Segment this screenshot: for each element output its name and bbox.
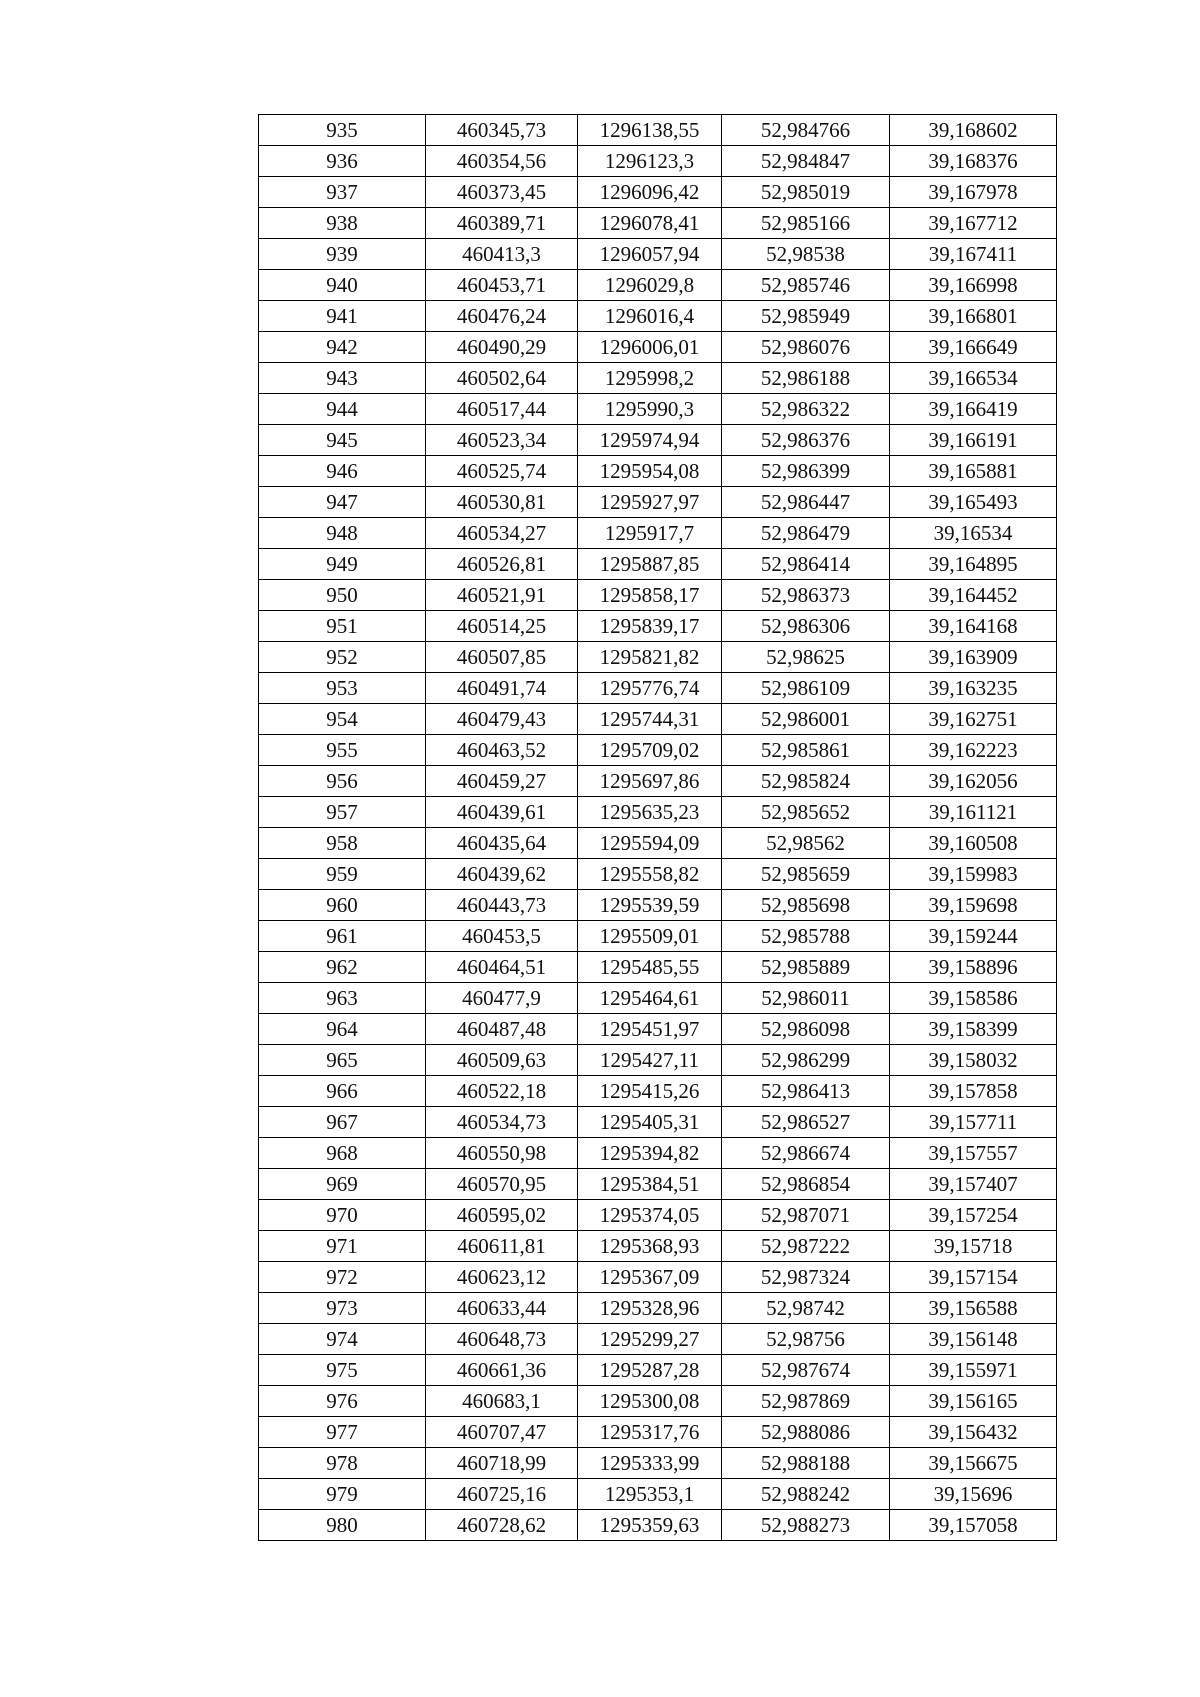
table-row	[259, 549, 1057, 580]
x-coordinate-cell: 460530,81	[426, 487, 578, 518]
x-coordinate-cell: 460389,71	[426, 208, 578, 239]
longitude-cell: 39,158586	[890, 983, 1057, 1014]
latitude-cell: 52,986011	[722, 983, 890, 1014]
x-coordinate-cell: 460464,51	[426, 952, 578, 983]
point-number-cell: 968	[259, 1138, 426, 1169]
x-coordinate-cell: 460623,12	[426, 1262, 578, 1293]
latitude-cell: 52,988273	[722, 1510, 890, 1541]
x-coordinate-cell: 460522,18	[426, 1076, 578, 1107]
y-coordinate-cell: 1295839,17	[578, 611, 722, 642]
y-coordinate-cell: 1296123,3	[578, 146, 722, 177]
point-number-cell: 971	[259, 1231, 426, 1262]
longitude-cell: 39,156432	[890, 1417, 1057, 1448]
latitude-cell: 52,984847	[722, 146, 890, 177]
point-number-cell: 967	[259, 1107, 426, 1138]
table-row	[259, 797, 1057, 828]
point-number-cell: 949	[259, 549, 426, 580]
x-coordinate-cell: 460534,73	[426, 1107, 578, 1138]
y-coordinate-cell: 1295384,51	[578, 1169, 722, 1200]
longitude-cell: 39,157858	[890, 1076, 1057, 1107]
latitude-cell: 52,986188	[722, 363, 890, 394]
point-number-cell: 978	[259, 1448, 426, 1479]
y-coordinate-cell: 1295317,76	[578, 1417, 722, 1448]
y-coordinate-cell: 1295776,74	[578, 673, 722, 704]
x-coordinate-cell: 460570,95	[426, 1169, 578, 1200]
table-row	[259, 1355, 1057, 1386]
point-number-cell: 973	[259, 1293, 426, 1324]
table-row	[259, 518, 1057, 549]
x-coordinate-cell: 460413,3	[426, 239, 578, 270]
point-number-cell: 976	[259, 1386, 426, 1417]
latitude-cell: 52,986076	[722, 332, 890, 363]
latitude-cell: 52,986109	[722, 673, 890, 704]
y-coordinate-cell: 1295509,01	[578, 921, 722, 952]
point-number-cell: 975	[259, 1355, 426, 1386]
y-coordinate-cell: 1295299,27	[578, 1324, 722, 1355]
latitude-cell: 52,986322	[722, 394, 890, 425]
table-row	[259, 332, 1057, 363]
y-coordinate-cell: 1295300,08	[578, 1386, 722, 1417]
latitude-cell: 52,985166	[722, 208, 890, 239]
table-row	[259, 425, 1057, 456]
x-coordinate-cell: 460517,44	[426, 394, 578, 425]
point-number-cell: 962	[259, 952, 426, 983]
longitude-cell: 39,160508	[890, 828, 1057, 859]
table-row	[259, 208, 1057, 239]
table-row	[259, 580, 1057, 611]
point-number-cell: 945	[259, 425, 426, 456]
latitude-cell: 52,987324	[722, 1262, 890, 1293]
x-coordinate-cell: 460502,64	[426, 363, 578, 394]
x-coordinate-cell: 460514,25	[426, 611, 578, 642]
y-coordinate-cell: 1295927,97	[578, 487, 722, 518]
longitude-cell: 39,166801	[890, 301, 1057, 332]
table-row	[259, 859, 1057, 890]
latitude-cell: 52,986527	[722, 1107, 890, 1138]
y-coordinate-cell: 1295333,99	[578, 1448, 722, 1479]
x-coordinate-cell: 460661,36	[426, 1355, 578, 1386]
longitude-cell: 39,158896	[890, 952, 1057, 983]
point-number-cell: 937	[259, 177, 426, 208]
longitude-cell: 39,165881	[890, 456, 1057, 487]
longitude-cell: 39,159698	[890, 890, 1057, 921]
y-coordinate-cell: 1295744,31	[578, 704, 722, 735]
latitude-cell: 52,986399	[722, 456, 890, 487]
latitude-cell: 52,98742	[722, 1293, 890, 1324]
x-coordinate-cell: 460443,73	[426, 890, 578, 921]
x-coordinate-cell: 460479,43	[426, 704, 578, 735]
x-coordinate-cell: 460453,71	[426, 270, 578, 301]
point-number-cell: 954	[259, 704, 426, 735]
latitude-cell: 52,985788	[722, 921, 890, 952]
longitude-cell: 39,166998	[890, 270, 1057, 301]
table-row	[259, 1448, 1057, 1479]
table-row	[259, 1479, 1057, 1510]
point-number-cell: 940	[259, 270, 426, 301]
latitude-cell: 52,988086	[722, 1417, 890, 1448]
point-number-cell: 979	[259, 1479, 426, 1510]
table-row	[259, 239, 1057, 270]
longitude-cell: 39,15718	[890, 1231, 1057, 1262]
point-number-cell: 960	[259, 890, 426, 921]
point-number-cell: 974	[259, 1324, 426, 1355]
table-row	[259, 890, 1057, 921]
longitude-cell: 39,166419	[890, 394, 1057, 425]
table-row	[259, 270, 1057, 301]
point-number-cell: 941	[259, 301, 426, 332]
longitude-cell: 39,162223	[890, 735, 1057, 766]
latitude-cell: 52,98562	[722, 828, 890, 859]
table-row	[259, 642, 1057, 673]
y-coordinate-cell: 1295635,23	[578, 797, 722, 828]
longitude-cell: 39,167978	[890, 177, 1057, 208]
table-row	[259, 1324, 1057, 1355]
point-number-cell: 977	[259, 1417, 426, 1448]
latitude-cell: 52,98538	[722, 239, 890, 270]
point-number-cell: 963	[259, 983, 426, 1014]
y-coordinate-cell: 1295539,59	[578, 890, 722, 921]
y-coordinate-cell: 1295954,08	[578, 456, 722, 487]
latitude-cell: 52,985746	[722, 270, 890, 301]
table-row	[259, 1231, 1057, 1262]
point-number-cell: 947	[259, 487, 426, 518]
latitude-cell: 52,986306	[722, 611, 890, 642]
table-row	[259, 1076, 1057, 1107]
x-coordinate-cell: 460476,24	[426, 301, 578, 332]
latitude-cell: 52,984766	[722, 115, 890, 146]
point-number-cell: 944	[259, 394, 426, 425]
table-row	[259, 394, 1057, 425]
y-coordinate-cell: 1296096,42	[578, 177, 722, 208]
longitude-cell: 39,168376	[890, 146, 1057, 177]
longitude-cell: 39,162751	[890, 704, 1057, 735]
x-coordinate-cell: 460526,81	[426, 549, 578, 580]
x-coordinate-cell: 460435,64	[426, 828, 578, 859]
longitude-cell: 39,159244	[890, 921, 1057, 952]
x-coordinate-cell: 460523,34	[426, 425, 578, 456]
x-coordinate-cell: 460525,74	[426, 456, 578, 487]
table-row	[259, 115, 1057, 146]
table-row	[259, 1386, 1057, 1417]
x-coordinate-cell: 460373,45	[426, 177, 578, 208]
latitude-cell: 52,986854	[722, 1169, 890, 1200]
latitude-cell: 52,985652	[722, 797, 890, 828]
y-coordinate-cell: 1295367,09	[578, 1262, 722, 1293]
table-row	[259, 1107, 1057, 1138]
table-row	[259, 1293, 1057, 1324]
point-number-cell: 970	[259, 1200, 426, 1231]
point-number-cell: 965	[259, 1045, 426, 1076]
x-coordinate-cell: 460490,29	[426, 332, 578, 363]
point-number-cell: 959	[259, 859, 426, 890]
longitude-cell: 39,165493	[890, 487, 1057, 518]
longitude-cell: 39,166191	[890, 425, 1057, 456]
latitude-cell: 52,986376	[722, 425, 890, 456]
point-number-cell: 957	[259, 797, 426, 828]
point-number-cell: 938	[259, 208, 426, 239]
longitude-cell: 39,16534	[890, 518, 1057, 549]
longitude-cell: 39,156148	[890, 1324, 1057, 1355]
longitude-cell: 39,163909	[890, 642, 1057, 673]
x-coordinate-cell: 460345,73	[426, 115, 578, 146]
latitude-cell: 52,985889	[722, 952, 890, 983]
longitude-cell: 39,157557	[890, 1138, 1057, 1169]
table-row	[259, 1169, 1057, 1200]
y-coordinate-cell: 1295427,11	[578, 1045, 722, 1076]
y-coordinate-cell: 1296138,55	[578, 115, 722, 146]
latitude-cell: 52,986413	[722, 1076, 890, 1107]
table-row	[259, 1200, 1057, 1231]
x-coordinate-cell: 460453,5	[426, 921, 578, 952]
table-row	[259, 363, 1057, 394]
longitude-cell: 39,166649	[890, 332, 1057, 363]
y-coordinate-cell: 1295917,7	[578, 518, 722, 549]
y-coordinate-cell: 1295974,94	[578, 425, 722, 456]
point-number-cell: 966	[259, 1076, 426, 1107]
point-number-cell: 956	[259, 766, 426, 797]
x-coordinate-cell: 460477,9	[426, 983, 578, 1014]
y-coordinate-cell: 1295464,61	[578, 983, 722, 1014]
x-coordinate-cell: 460550,98	[426, 1138, 578, 1169]
point-number-cell: 964	[259, 1014, 426, 1045]
y-coordinate-cell: 1295368,93	[578, 1231, 722, 1262]
x-coordinate-cell: 460507,85	[426, 642, 578, 673]
latitude-cell: 52,98756	[722, 1324, 890, 1355]
table-row	[259, 735, 1057, 766]
latitude-cell: 52,987869	[722, 1386, 890, 1417]
y-coordinate-cell: 1295451,97	[578, 1014, 722, 1045]
coordinates-table	[258, 114, 1057, 1541]
y-coordinate-cell: 1295594,09	[578, 828, 722, 859]
latitude-cell: 52,986447	[722, 487, 890, 518]
x-coordinate-cell: 460463,52	[426, 735, 578, 766]
latitude-cell: 52,986674	[722, 1138, 890, 1169]
table-row	[259, 766, 1057, 797]
longitude-cell: 39,163235	[890, 673, 1057, 704]
point-number-cell: 946	[259, 456, 426, 487]
point-number-cell: 951	[259, 611, 426, 642]
point-number-cell: 952	[259, 642, 426, 673]
y-coordinate-cell: 1295359,63	[578, 1510, 722, 1541]
longitude-cell: 39,158399	[890, 1014, 1057, 1045]
x-coordinate-cell: 460718,99	[426, 1448, 578, 1479]
table-row	[259, 487, 1057, 518]
y-coordinate-cell: 1295697,86	[578, 766, 722, 797]
y-coordinate-cell: 1295405,31	[578, 1107, 722, 1138]
x-coordinate-cell: 460521,91	[426, 580, 578, 611]
y-coordinate-cell: 1295998,2	[578, 363, 722, 394]
point-number-cell: 935	[259, 115, 426, 146]
y-coordinate-cell: 1296029,8	[578, 270, 722, 301]
longitude-cell: 39,168602	[890, 115, 1057, 146]
table-row	[259, 704, 1057, 735]
longitude-cell: 39,157154	[890, 1262, 1057, 1293]
table-row	[259, 828, 1057, 859]
longitude-cell: 39,159983	[890, 859, 1057, 890]
x-coordinate-cell: 460595,02	[426, 1200, 578, 1231]
y-coordinate-cell: 1296078,41	[578, 208, 722, 239]
point-number-cell: 939	[259, 239, 426, 270]
y-coordinate-cell: 1296006,01	[578, 332, 722, 363]
longitude-cell: 39,156675	[890, 1448, 1057, 1479]
point-number-cell: 955	[259, 735, 426, 766]
latitude-cell: 52,988242	[722, 1479, 890, 1510]
point-number-cell: 943	[259, 363, 426, 394]
latitude-cell: 52,986001	[722, 704, 890, 735]
longitude-cell: 39,161121	[890, 797, 1057, 828]
table-row	[259, 1510, 1057, 1541]
y-coordinate-cell: 1295821,82	[578, 642, 722, 673]
latitude-cell: 52,985698	[722, 890, 890, 921]
x-coordinate-cell: 460487,48	[426, 1014, 578, 1045]
point-number-cell: 980	[259, 1510, 426, 1541]
x-coordinate-cell: 460491,74	[426, 673, 578, 704]
table-row	[259, 1045, 1057, 1076]
latitude-cell: 52,985824	[722, 766, 890, 797]
longitude-cell: 39,157254	[890, 1200, 1057, 1231]
x-coordinate-cell: 460459,27	[426, 766, 578, 797]
y-coordinate-cell: 1295328,96	[578, 1293, 722, 1324]
table-row	[259, 921, 1057, 952]
longitude-cell: 39,164895	[890, 549, 1057, 580]
longitude-cell: 39,167712	[890, 208, 1057, 239]
latitude-cell: 52,985019	[722, 177, 890, 208]
y-coordinate-cell: 1295990,3	[578, 394, 722, 425]
longitude-cell: 39,15696	[890, 1479, 1057, 1510]
latitude-cell: 52,986479	[722, 518, 890, 549]
x-coordinate-cell: 460648,73	[426, 1324, 578, 1355]
y-coordinate-cell: 1295858,17	[578, 580, 722, 611]
coordinates-table-body	[259, 115, 1057, 1541]
longitude-cell: 39,166534	[890, 363, 1057, 394]
x-coordinate-cell: 460728,62	[426, 1510, 578, 1541]
longitude-cell: 39,155971	[890, 1355, 1057, 1386]
table-row	[259, 1138, 1057, 1169]
x-coordinate-cell: 460534,27	[426, 518, 578, 549]
y-coordinate-cell: 1296057,94	[578, 239, 722, 270]
point-number-cell: 950	[259, 580, 426, 611]
longitude-cell: 39,157058	[890, 1510, 1057, 1541]
latitude-cell: 52,986373	[722, 580, 890, 611]
longitude-cell: 39,158032	[890, 1045, 1057, 1076]
y-coordinate-cell: 1295558,82	[578, 859, 722, 890]
table-row	[259, 983, 1057, 1014]
x-coordinate-cell: 460725,16	[426, 1479, 578, 1510]
longitude-cell: 39,167411	[890, 239, 1057, 270]
y-coordinate-cell: 1296016,4	[578, 301, 722, 332]
y-coordinate-cell: 1295374,05	[578, 1200, 722, 1231]
x-coordinate-cell: 460439,62	[426, 859, 578, 890]
x-coordinate-cell: 460683,1	[426, 1386, 578, 1417]
y-coordinate-cell: 1295415,26	[578, 1076, 722, 1107]
table-row	[259, 611, 1057, 642]
point-number-cell: 969	[259, 1169, 426, 1200]
latitude-cell: 52,987071	[722, 1200, 890, 1231]
latitude-cell: 52,987674	[722, 1355, 890, 1386]
latitude-cell: 52,985659	[722, 859, 890, 890]
latitude-cell: 52,986414	[722, 549, 890, 580]
point-number-cell: 958	[259, 828, 426, 859]
latitude-cell: 52,988188	[722, 1448, 890, 1479]
x-coordinate-cell: 460633,44	[426, 1293, 578, 1324]
x-coordinate-cell: 460707,47	[426, 1417, 578, 1448]
table-row	[259, 1417, 1057, 1448]
x-coordinate-cell: 460354,56	[426, 146, 578, 177]
table-row	[259, 146, 1057, 177]
longitude-cell: 39,162056	[890, 766, 1057, 797]
y-coordinate-cell: 1295485,55	[578, 952, 722, 983]
y-coordinate-cell: 1295394,82	[578, 1138, 722, 1169]
point-number-cell: 953	[259, 673, 426, 704]
latitude-cell: 52,986098	[722, 1014, 890, 1045]
x-coordinate-cell: 460509,63	[426, 1045, 578, 1076]
longitude-cell: 39,156165	[890, 1386, 1057, 1417]
table-row	[259, 456, 1057, 487]
x-coordinate-cell: 460611,81	[426, 1231, 578, 1262]
table-row	[259, 177, 1057, 208]
latitude-cell: 52,985861	[722, 735, 890, 766]
longitude-cell: 39,156588	[890, 1293, 1057, 1324]
y-coordinate-cell: 1295709,02	[578, 735, 722, 766]
longitude-cell: 39,164168	[890, 611, 1057, 642]
y-coordinate-cell: 1295287,28	[578, 1355, 722, 1386]
x-coordinate-cell: 460439,61	[426, 797, 578, 828]
longitude-cell: 39,157407	[890, 1169, 1057, 1200]
longitude-cell: 39,157711	[890, 1107, 1057, 1138]
latitude-cell: 52,987222	[722, 1231, 890, 1262]
latitude-cell: 52,98625	[722, 642, 890, 673]
table-row	[259, 952, 1057, 983]
table-row	[259, 301, 1057, 332]
table-row	[259, 1262, 1057, 1293]
point-number-cell: 961	[259, 921, 426, 952]
point-number-cell: 972	[259, 1262, 426, 1293]
latitude-cell: 52,985949	[722, 301, 890, 332]
point-number-cell: 948	[259, 518, 426, 549]
y-coordinate-cell: 1295887,85	[578, 549, 722, 580]
table-row	[259, 1014, 1057, 1045]
point-number-cell: 936	[259, 146, 426, 177]
table-row	[259, 673, 1057, 704]
latitude-cell: 52,986299	[722, 1045, 890, 1076]
longitude-cell: 39,164452	[890, 580, 1057, 611]
y-coordinate-cell: 1295353,1	[578, 1479, 722, 1510]
point-number-cell: 942	[259, 332, 426, 363]
